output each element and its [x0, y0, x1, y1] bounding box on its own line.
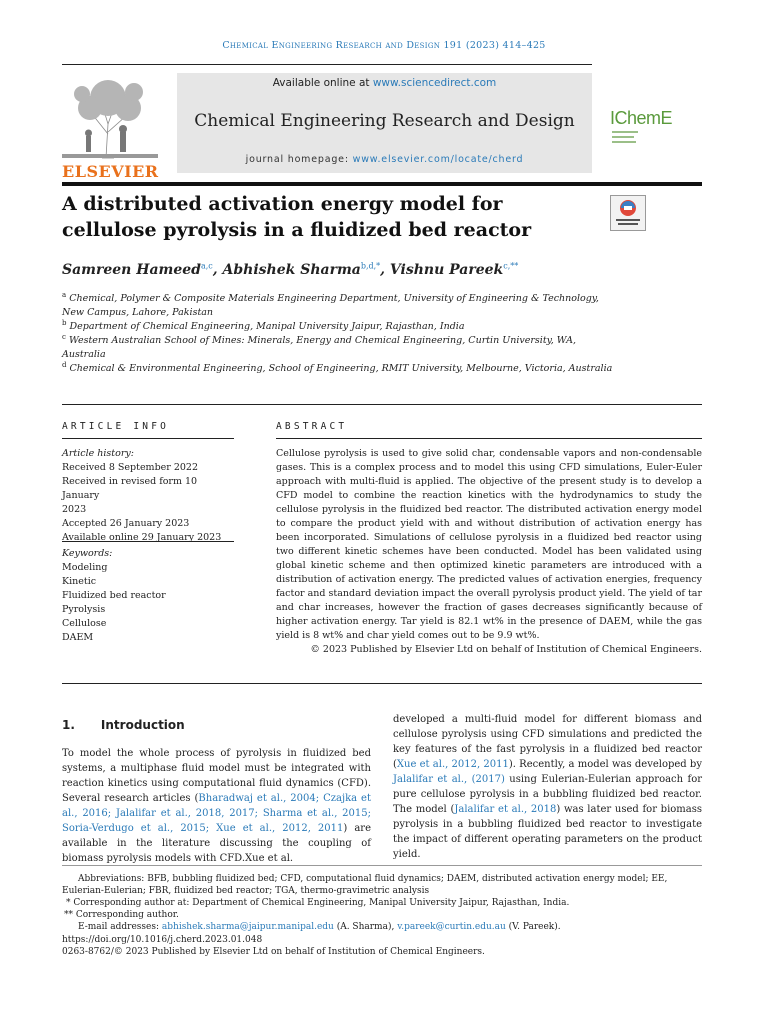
- abstract-heading: ABSTRACT: [276, 421, 348, 432]
- elsevier-wordmark: ELSEVIER: [62, 162, 159, 181]
- affiliation-b: $^b$ Department of Chemical Engineering, Manipal University Jaipur, Rajasthan, India: [62, 319, 465, 333]
- journal-title: Chemical Engineering Research and Design: [194, 111, 575, 131]
- keyword: Kinetic: [62, 576, 97, 587]
- footnote-abbreviations: Abbreviations: BFB, bubbling fluidized bed; CFD, computational fluid dynamics; DAEM, distributed activation energy model; EE, Eulerian-Eulerian; FBR, fluidized bed reactor; TGA, thermo-gravimetric analysis: [62, 874, 668, 896]
- keywords: [62, 547, 234, 645]
- title-rule: [62, 182, 702, 186]
- homepage-link[interactable]: www.elsevier.com/locate/cherd: [352, 154, 524, 165]
- citation-link[interactable]: Jalalifar et al., 2018: [454, 804, 557, 815]
- history-item: Received 8 September 2022: [62, 462, 199, 473]
- elsevier-logo: [62, 74, 159, 181]
- author-2[interactable]: Abhishek Sharma$^{b,d,*}$: [222, 261, 381, 278]
- issn-line: 0263-8762/© 2023 Published by Elsevier Ltd on behalf of Institution of Chemical Engineers.: [62, 947, 485, 957]
- elsevier-tree-icon: [62, 74, 158, 160]
- affiliation-c: $^c$ Western Australian School of Mines: Minerals, Energy and Chemical Engineering, Curtin University, WA, Australia: [62, 333, 576, 361]
- affiliation-a: $^a$ Chemical, Polymer & Composite Materials Engineering Department, University of Engineering & Technology, New Campus, Lahore, Pakistan: [62, 291, 599, 319]
- footnote-corresponding-1: * Corresponding author at: Department of Chemical Engineering, Manipal University Jaipur, Rajasthan, India.: [66, 898, 570, 908]
- doi-link[interactable]: https://doi.org/10.1016/j.cherd.2023.01.048: [62, 935, 263, 945]
- keyword: Pyrolysis: [62, 604, 106, 615]
- keyword: Cellulose: [62, 618, 107, 629]
- citation-link[interactable]: Bharadwaj et al., 2004; Czajka et al., 2016; Jalalifar et al., 2018, 2017; Sharma et al., 2015; Soria-Verdugo et al., 2015; Xue et al., 2012, 2011: [62, 793, 371, 834]
- abstract-copyright: © 2023 Published by Elsevier Ltd on behalf of Institution of Chemical Engineers.: [310, 644, 702, 655]
- keywords-rule: [62, 541, 234, 542]
- author-1[interactable]: Samreen Hameed$^{a,c}$: [62, 261, 213, 278]
- email-link[interactable]: v.pareek@curtin.edu.au: [397, 922, 506, 932]
- citation-link[interactable]: Jalalifar et al., (2017): [393, 774, 505, 785]
- footnote-corresponding-2: ** Corresponding author.: [64, 910, 179, 920]
- article-info-heading: ARTICLE INFO: [62, 421, 170, 432]
- keyword: Fluidized bed reactor: [62, 590, 166, 601]
- affiliation-d: $^d$ Chemical & Environmental Engineering, School of Engineering, RMIT University, Melbourne, Victoria, Australia: [62, 361, 613, 375]
- history-item: 2023: [62, 504, 87, 515]
- email-link[interactable]: abhishek.sharma@jaipur.manipal.edu: [161, 922, 334, 932]
- header-rule: [62, 64, 592, 65]
- section-heading-introduction: 1. Introduction: [62, 718, 185, 732]
- footnote-rule: [62, 865, 702, 866]
- keyword: DAEM: [62, 632, 94, 643]
- sciencedirect-link[interactable]: www.sciencedirect.com: [372, 77, 497, 89]
- info-rule: [62, 404, 702, 405]
- history-label: Article history:: [62, 448, 134, 459]
- check-for-updates-icon: [610, 195, 646, 231]
- icheme-logo: [610, 108, 705, 132]
- running-head: Chemical Engineering Research and Design 191 (2023) 414–425: [222, 40, 546, 51]
- history-item: Available online 29 January 2023: [62, 532, 222, 543]
- journal-banner: [177, 73, 592, 173]
- intro-right-column: developed a multi-fluid model for different biomass and cellulose pyrolysis using CFD simulations and predicted the key features of the fast pyrolysis in a fluidized bed reactor (Xue et al., 2012, 2011). Recently, a model was developed by Jalalifar et al., (2017) using Eulerian-Eulerian approach for pure cellulose pyrolysis in a bubbling fluidized bed reactor. The model (Jalalifar et al., 2018) was later used for biomass pyrolysis in a bubbling fluidized bed reactor to investigate the impact of different operating parameters on the product yield.: [393, 714, 703, 860]
- available-online: Available online at www.sciencedirect.com: [272, 77, 497, 89]
- journal-homepage: journal homepage: www.elsevier.com/locate/cherd: [245, 154, 524, 165]
- article-info-rule: [62, 438, 234, 439]
- author-list: Samreen Hameed$^{a,c}$, Abhishek Sharma$^{b,d,*}$, Vishnu Pareek$^{c,**}$: [62, 261, 519, 278]
- history-item: Accepted 26 January 2023: [62, 518, 190, 529]
- keyword: Modeling: [62, 562, 108, 573]
- article-title: A distributed activation energy model for cellulose pyrolysis in a fluidized bed reactor: [62, 193, 532, 241]
- abstract-rule: [276, 438, 702, 439]
- intro-left-column: To model the whole process of pyrolysis in fluidized bed systems, a multiphase fluid model must be integrated with reaction kinetics using computational fluid dynamics (CFD). Several research articles (Bharadwaj et al., 2004; Czajka et al., 2016; Jalalifar et al., 2018, 2017; Sharma et al., 2015; Soria-Verdugo et al., 2015; Xue et al., 2012, 2011) are available in the literature discussing the coupling of biomass pyrolysis models with CFD.Xue et al.: [62, 748, 371, 864]
- history-item: Received in revised form 10 January: [62, 476, 198, 501]
- author-3[interactable]: Vishnu Pareek$^{c,**}$: [389, 261, 519, 278]
- icheme-wordmark: IChemE: [610, 108, 673, 128]
- body-rule: [62, 683, 702, 684]
- citation-link[interactable]: Xue et al., 2012, 2011: [396, 759, 509, 770]
- icheme-tagline-icon: [612, 129, 640, 147]
- article-history: [62, 447, 234, 545]
- abstract-text: Cellulose pyrolysis is used to give solid char, condensable vapors and non-condensable gases. This is a complex process and to model this using CFD simulations, Euler-Euler approach with multi-fluid is applied. The objective of the present study is to develop a CFD model to combine the reaction kinetics with the hydrodynamics to study the cellulose pyrolysis in the fluidized bed reactor. The distributed activation energy model to compare the product yield with and without distribution of activation energy has been incorporated. Simulations of cellulose pyrolysis in a fluidized bed reactor using two different kinetic schemes have been conducted. Model has been validated using global kinetic scheme and then optimized kinetic parameters are introduced with a distribution of activation energy. The predicted values of activation energies, frequency factor and standard deviation impact the overall pyrolysis product yield. The yield of tar and char increases, however the fraction of gases decreases significantly because of higher activation energy. Tar yield is 82.1 wt% in the presence of DAEM, while the gas yield is 8 wt% and char yield comes out to be 9.9 wt%. © 2023 Published by Elsevier Ltd on behalf of Institution of Chemical Engineers.: [276, 448, 702, 655]
- check-for-updates-button[interactable]: [610, 195, 646, 231]
- footnote-emails: E-mail addresses: abhishek.sharma@jaipur.manipal.edu (A. Sharma), v.pareek@curtin.edu.au (V. Pareek).: [78, 922, 561, 932]
- keywords-label: Keywords:: [62, 548, 113, 559]
